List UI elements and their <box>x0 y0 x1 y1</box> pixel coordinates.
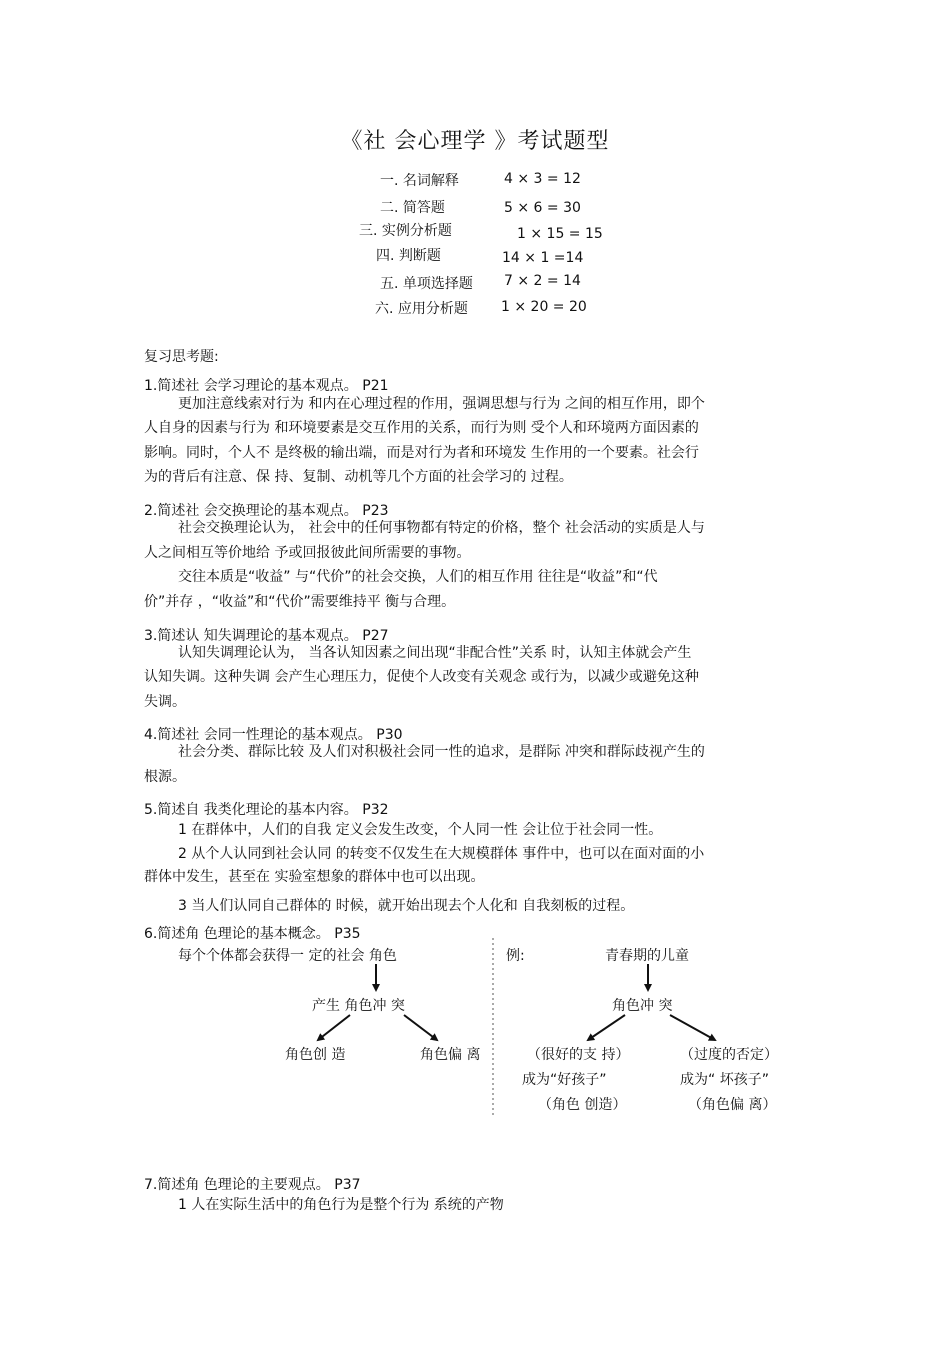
answer-line: 1 在群体中，人们的自我 定义会发生改变，个人同一性 会让位于社会同一性。 <box>178 822 663 838</box>
answer-line: 人自身的因素与行为 和环境要素是交互作用的关系，而行为则 受个人和环境两方面因素的 <box>144 420 699 436</box>
page-title: 《社 会心理学 》考试题型 <box>340 129 610 154</box>
question-heading: 4.简述社 会同一性理论的基本观点。 P30 <box>144 727 403 743</box>
answer-line: 根源。 <box>144 769 186 785</box>
exam-type-score: 7 × 2 = 14 <box>504 273 581 289</box>
question-heading: 6.简述角 色理论的基本概念。 P35 <box>144 926 361 942</box>
question-heading: 2.简述社 会交换理论的基本观点。 P23 <box>144 503 389 519</box>
question-heading: 1.简述社 会学习理论的基本观点。 P21 <box>144 378 389 394</box>
exam-type-score: 5 × 6 = 30 <box>504 200 581 216</box>
answer-line: 社会交换理论认为， 社会中的任何事物都有特定的价格，整个 社会活动的实质是人与 <box>178 520 705 536</box>
answer-line: 人之间相互等价地给 予或回报彼此间所需要的事物。 <box>144 545 471 561</box>
question-heading: 7.简述角 色理论的主要观点。 P37 <box>144 1177 361 1193</box>
answer-line: 3 当人们认同自己群体的 时候，就开始出现去个人化和 自我刻板的过程。 <box>178 898 635 914</box>
question-heading: 3.简述认 知失调理论的基本观点。 P27 <box>144 628 389 644</box>
diagram-example-label: 例: <box>506 948 525 964</box>
answer-line: 失调。 <box>144 694 186 710</box>
diagram-right-top: 青春期的儿童 <box>605 948 689 964</box>
answer-line: 价”并存 ，“收益”和“代价”需要维持平 衡与合理。 <box>144 594 456 610</box>
diagram-left-top: 每个个体都会获得一 定的社会 角色 <box>178 948 397 964</box>
diagram-right-leaf-right-line: （过度的否定） <box>680 1047 778 1063</box>
exam-type-name: 三. 实例分析题 <box>359 223 452 239</box>
diagram-right-leaf-right-line: （角色偏 离） <box>688 1097 777 1113</box>
exam-type-name: 五. 单项选择题 <box>380 276 473 292</box>
answer-line: 2 从个人认同到社会认同 的转变不仅发生在大规模群体 事件中，也可以在面对面的小 <box>178 846 705 862</box>
exam-type-score: 1 × 15 = 15 <box>517 226 603 242</box>
question-heading: 5.简述自 我类化理论的基本内容。 P32 <box>144 802 389 818</box>
exam-type-score: 4 × 3 = 12 <box>504 171 581 187</box>
answer-line: 认知失调理论认为， 当各认知因素之间出现“非配合性”关系 时，认知主体就会产生 <box>178 645 692 661</box>
diagram-left-leaf-creation: 角色创 造 <box>285 1047 346 1063</box>
answer-line: 影响。同时，个人不 是终极的输出端，而是对行为者和环境发 生作用的一个要素。社会行 <box>144 445 699 461</box>
arrow-right-to-creation <box>588 1015 625 1040</box>
answer-line: 为的背后有注意、保 持、复制、动机等几个方面的社会学习的 过程。 <box>144 469 573 485</box>
diagram-right-leaf-left-line: （角色 创造） <box>538 1097 627 1113</box>
exam-type-name: 四. 判断题 <box>376 248 441 264</box>
exam-type-score: 1 × 20 = 20 <box>501 299 587 315</box>
answer-line: 认知失调。这种失调 会产生心理压力，促使个人改变有关观念 或行为，以减少或避免这种 <box>144 669 699 685</box>
exam-type-name: 二. 简答题 <box>380 200 445 216</box>
arrow-left-to-creation <box>318 1015 350 1040</box>
diagram-right-leaf-right-line: 成为“ 坏孩子” <box>680 1072 769 1088</box>
answer-line: 1 人在实际生活中的角色行为是整个行为 系统的产物 <box>178 1197 504 1213</box>
diagram-right-leaf-left-line: （很好的支 持） <box>527 1047 630 1063</box>
answer-line: 群体中发生，甚至在 实验室想象的群体中也可以出现。 <box>144 869 485 885</box>
answer-line: 交往本质是“收益” 与“代价”的社会交换，人们的相互作用 往往是“收益”和“代 <box>178 569 658 585</box>
arrow-right-to-deviation <box>670 1015 715 1040</box>
review-heading: 复习思考题: <box>144 349 219 365</box>
diagram-right-middle: 角色冲 突 <box>612 998 673 1014</box>
exam-type-name: 六. 应用分析题 <box>375 301 468 317</box>
diagram-left-middle: 产生 角色冲 突 <box>312 998 405 1014</box>
exam-type-name: 一. 名词解释 <box>380 173 459 189</box>
diagram-left-leaf-deviation: 角色偏 离 <box>420 1047 481 1063</box>
answer-line: 更加注意线索对行为 和内在心理过程的作用，强调思想与行为 之间的相互作用，即个 <box>178 396 705 412</box>
exam-type-score: 14 × 1 =14 <box>502 250 584 266</box>
arrow-left-to-deviation <box>404 1015 437 1040</box>
diagram-right-leaf-left-line: 成为“好孩子” <box>522 1072 607 1088</box>
answer-line: 社会分类、群际比较 及人们对积极社会同一性的追求，是群际 冲突和群际歧视产生的 <box>178 744 705 760</box>
